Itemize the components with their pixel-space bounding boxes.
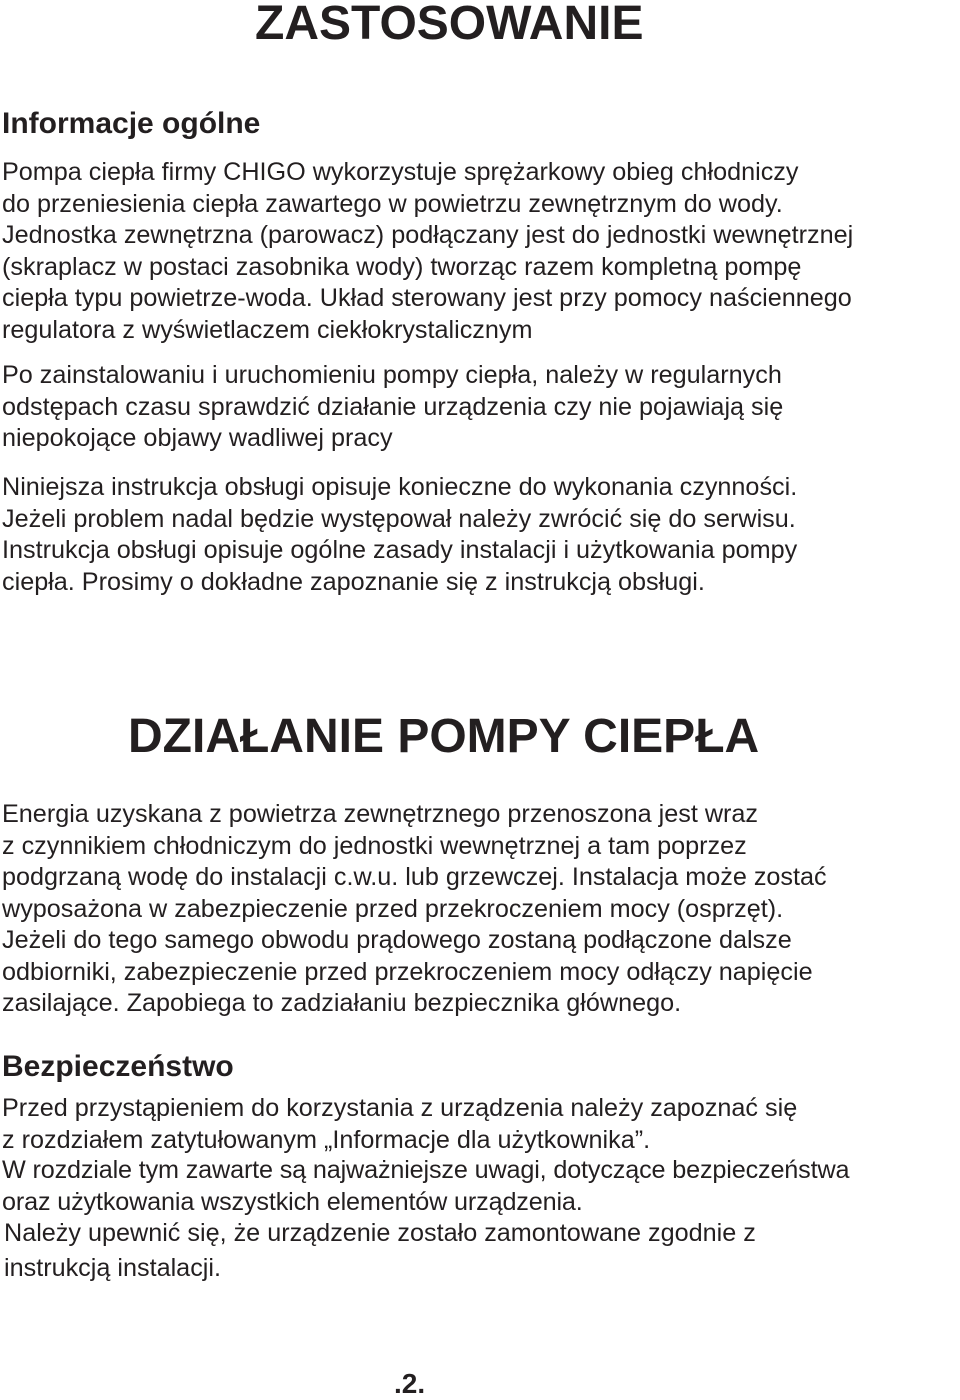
page-number: .2. xyxy=(394,1368,426,1399)
text-line: z czynnikiem chłodniczym do jednostki wewnętrznej a tam poprzez xyxy=(2,831,747,860)
text-line: instrukcją instalacji. xyxy=(4,1254,221,1282)
text-line: W rozdziale tym zawarte są najważniejsze uwagi, dotyczące bezpieczeństwa xyxy=(2,1156,850,1184)
text-line: Pompa ciepła firmy CHIGO wykorzystuje sprężarkowy obieg chłodniczy xyxy=(2,158,799,186)
text-line: niepokojące objawy wadliwej pracy xyxy=(2,424,393,452)
text-line: Jednostka zewnętrzna (parowacz) podłączany jest do jednostki wewnętrznej xyxy=(2,221,854,249)
general-info-paragraph-3 xyxy=(2,472,797,598)
text-line: ciepła. Prosimy o dokładne zapoznanie się z instrukcją obsługi. xyxy=(2,567,705,596)
text-line: regulatora z wyświetlaczem ciekłokrystalicznym xyxy=(2,315,533,344)
safety-paragraph-1 xyxy=(2,1093,797,1156)
text-line: z rozdziałem zatytułowanym „Informacje dla użytkownika”. xyxy=(2,1125,651,1154)
text-line: Niniejsza instrukcja obsługi opisuje konieczne do wykonania czynności. xyxy=(2,473,798,501)
safety-paragraph-3 xyxy=(4,1216,756,1286)
text-line: Po zainstalowaniu i uruchomieniu pompy ciepła, należy w regularnych xyxy=(2,361,782,389)
text-line: odstępach czasu sprawdzić działanie urządzenia czy nie pojawiają się xyxy=(2,392,784,421)
title-operation: DZIAŁANIE POMPY CIEPŁA xyxy=(128,710,760,763)
text-line: (skraplacz w postaci zasobnika wody) tworząc razem kompletną pompę xyxy=(2,252,802,281)
text-line: do przeniesienia ciepła zawartego w powietrzu zewnętrznym do wody. xyxy=(2,189,783,218)
text-line: Należy upewnić się, że urządzenie zostało zamontowane zgodnie z xyxy=(4,1219,756,1247)
general-info-paragraph-1 xyxy=(2,157,853,346)
text-line: Instrukcja obsługi opisuje ogólne zasady instalacji i użytkowania pompy xyxy=(2,536,798,564)
text-line: podgrzaną wodę do instalacji c.w.u. lub grzewczej. Instalacja może zostać xyxy=(2,863,827,891)
text-line: zasilające. Zapobiega to zadziałaniu bezpiecznika głównego. xyxy=(2,989,682,1017)
operation-paragraph xyxy=(2,799,827,1020)
text-line: Przed przystąpieniem do korzystania z urządzenia należy zapoznać się xyxy=(2,1094,798,1122)
safety-paragraph-2 xyxy=(2,1155,849,1218)
text-line: oraz użytkowania wszystkich elementów urządzenia. xyxy=(2,1187,583,1216)
text-line: odbiorniki, zabezpieczenie przed przekroczeniem mocy odłączy napięcie xyxy=(2,957,813,986)
text-line: Jeżeli do tego samego obwodu prądowego zostaną podłączone dalsze xyxy=(2,926,792,954)
title-application: ZASTOSOWANIE xyxy=(255,0,644,50)
text-line: Jeżeli problem nadal będzie występował należy zwrócić się do serwisu. xyxy=(2,504,796,533)
text-line: Energia uzyskana z powietrza zewnętrznego przenoszona jest wraz xyxy=(2,800,759,828)
heading-safety: Bezpieczeństwo xyxy=(2,1050,234,1083)
heading-general-info: Informacje ogólne xyxy=(2,107,261,140)
text-line: ciepła typu powietrze-woda. Układ sterowany jest przy pomocy naściennego xyxy=(2,284,852,312)
text-line: wyposażona w zabezpieczenie przed przekroczeniem mocy (osprzęt). xyxy=(2,894,784,923)
general-info-paragraph-2 xyxy=(2,360,783,455)
